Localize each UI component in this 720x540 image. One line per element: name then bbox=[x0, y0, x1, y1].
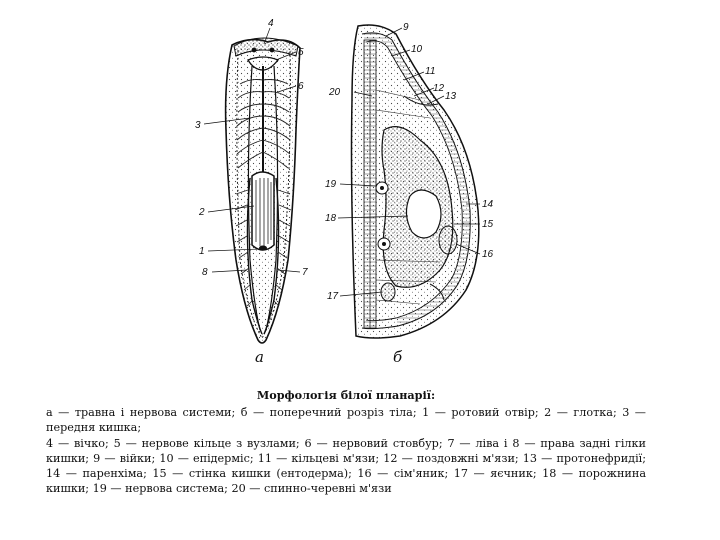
num-7: 7 bbox=[302, 267, 308, 278]
caption-line-2: 4 — вічко; 5 — нервове кільце з вузлами; 6 — нервовий стовбур; 7 — ліва і 8 — права задні гілки кишки; 9 — війки; 10 — епідерміс; 11 — кільцеві м'язи; 12 — поздовжні м'язи; 13 — протонефридії; 14 — паренхіма; 15 — стінка кишки (ентодерма); 16 — сім'яник; 17 — яєчник; 18 — порожнина кишки; 19 — нервова система; 20 — спинно-черевні м'язи bbox=[46, 436, 646, 496]
panel-b-drawing bbox=[338, 25, 480, 338]
num-8: 8 bbox=[202, 267, 208, 278]
num-2: 2 bbox=[199, 207, 205, 218]
panel-a-drawing bbox=[204, 28, 300, 343]
mouth bbox=[259, 246, 267, 251]
caption-line-1: а — травна і нервова системи; б — поперечний розріз тіла; 1 — ротовий отвір; 2 — глотка; 3 — передня кишка; bbox=[46, 406, 646, 435]
panel-a-label: а bbox=[255, 348, 264, 366]
num-12: 12 bbox=[433, 83, 445, 94]
num-5: 5 bbox=[298, 47, 304, 58]
num-15: 15 bbox=[482, 219, 494, 230]
panel-b-label: б bbox=[393, 348, 403, 366]
num-4: 4 bbox=[268, 18, 274, 29]
num-10: 10 bbox=[411, 44, 423, 55]
gut-cavity bbox=[406, 190, 441, 238]
eye-right bbox=[270, 48, 275, 53]
num-20: 20 bbox=[329, 87, 341, 98]
num-18: 18 bbox=[325, 213, 337, 224]
eye-left bbox=[252, 48, 257, 53]
ovary bbox=[381, 283, 395, 301]
num-16: 16 bbox=[482, 249, 494, 260]
num-13: 13 bbox=[445, 91, 457, 102]
testis bbox=[439, 226, 457, 254]
num-19: 19 bbox=[325, 179, 337, 190]
num-17: 17 bbox=[327, 291, 339, 302]
num-1: 1 bbox=[199, 246, 205, 257]
num-9: 9 bbox=[403, 22, 409, 33]
figure-caption bbox=[46, 388, 646, 496]
caption-title: Морфологія білої планарії: bbox=[256, 388, 436, 402]
num-11: 11 bbox=[425, 66, 436, 77]
num-6: 6 bbox=[298, 81, 304, 92]
num-3: 3 bbox=[195, 120, 201, 131]
num-14: 14 bbox=[482, 199, 494, 210]
